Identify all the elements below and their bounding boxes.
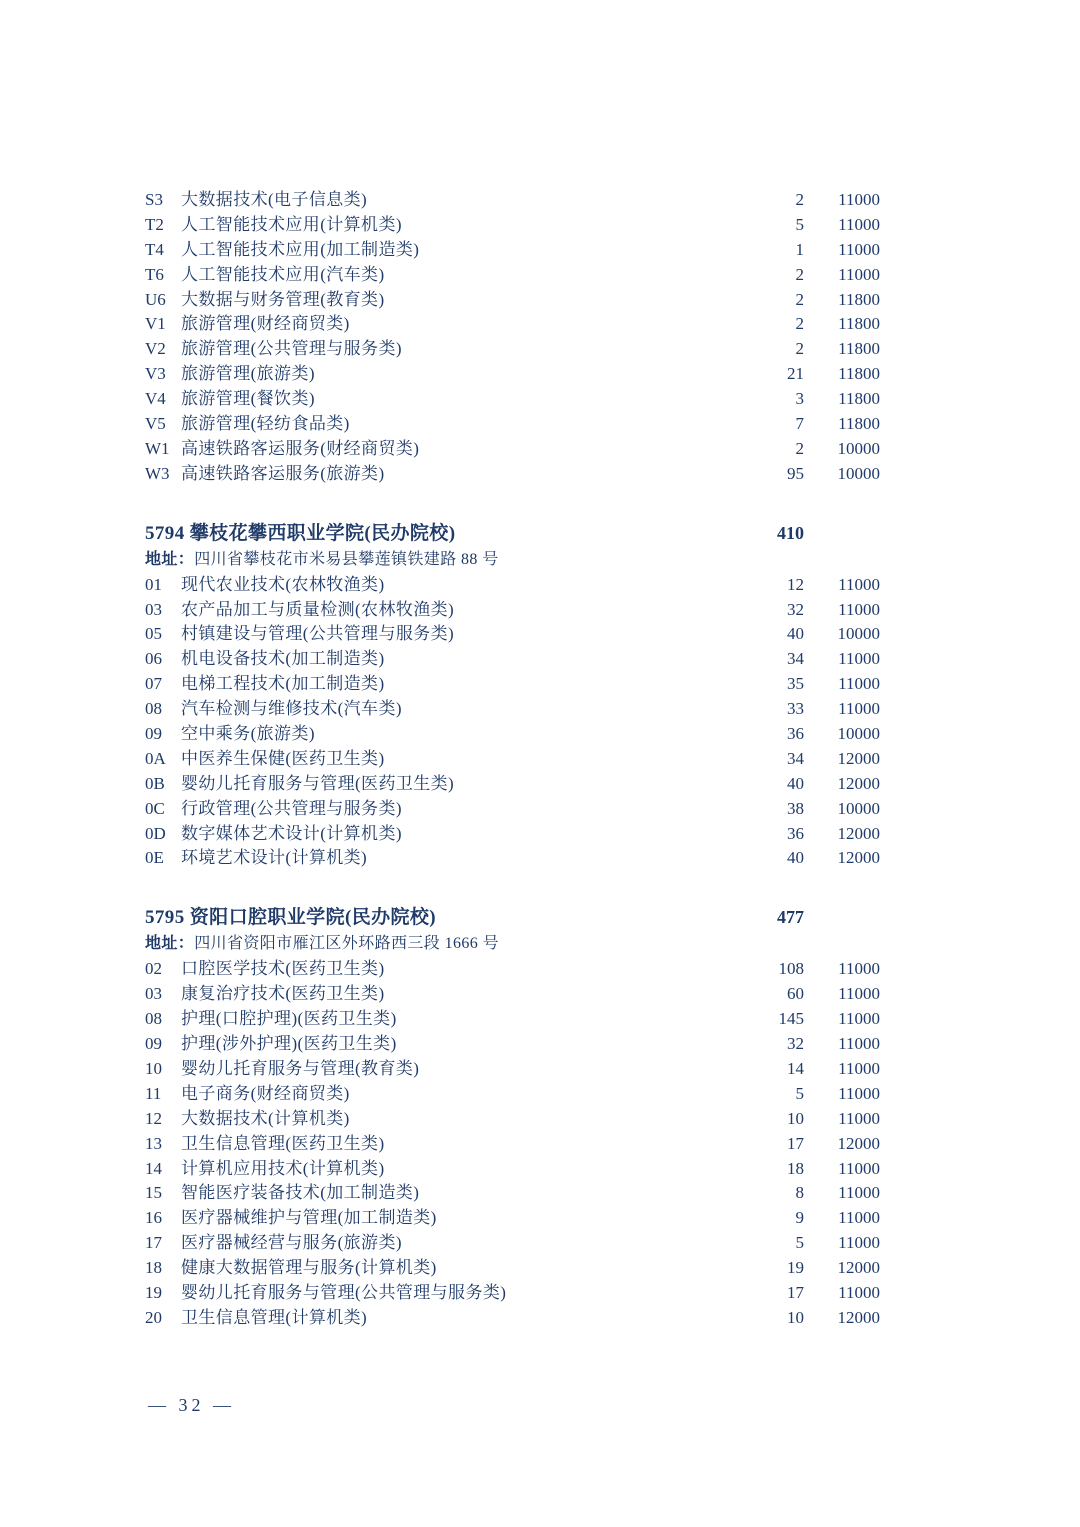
school-code: 5795 bbox=[145, 907, 185, 929]
plan-count: 8 bbox=[795, 1183, 804, 1203]
major-code: 08 bbox=[145, 699, 162, 719]
major-row bbox=[145, 1256, 880, 1281]
plan-count: 19 bbox=[787, 1258, 804, 1278]
major-row bbox=[145, 188, 880, 213]
major-row bbox=[145, 288, 880, 313]
major-name: 旅游管理(旅游类) bbox=[181, 364, 315, 384]
tuition-fee: 12000 bbox=[837, 748, 880, 768]
plan-count: 2 bbox=[795, 190, 804, 209]
major-row bbox=[145, 982, 880, 1007]
major-name: 口腔医学技术(医药卫生类) bbox=[181, 959, 385, 979]
address-text: 四川省攀枝花市米易县攀莲镇铁建路 88 号 bbox=[194, 550, 499, 568]
major-code: 0C bbox=[145, 798, 165, 818]
major-row bbox=[145, 362, 880, 387]
major-code: V2 bbox=[145, 339, 166, 359]
major-row bbox=[145, 772, 880, 797]
major-code: U6 bbox=[145, 289, 166, 309]
tuition-fee: 10000 bbox=[837, 438, 880, 458]
plan-count: 17 bbox=[787, 1282, 804, 1302]
major-code: V1 bbox=[145, 314, 166, 334]
major-name: 旅游管理(轻纺食品类) bbox=[181, 414, 350, 434]
tuition-fee: 10000 bbox=[837, 463, 880, 483]
major-code: 11 bbox=[145, 1083, 162, 1103]
major-name: 村镇建设与管理(公共管理与服务类) bbox=[181, 624, 455, 644]
school-plan-total: 477 bbox=[777, 907, 804, 928]
major-name: 中医养生保健(医药卫生类) bbox=[181, 748, 385, 768]
address-label: 地址： bbox=[145, 550, 195, 568]
major-code: 0A bbox=[145, 748, 166, 768]
plan-count: 36 bbox=[787, 823, 804, 843]
major-name: 汽车检测与维修技术(汽车类) bbox=[181, 699, 402, 719]
plan-count: 35 bbox=[787, 674, 804, 694]
major-name: 大数据技术(计算机类) bbox=[181, 1108, 350, 1128]
tuition-fee: 11000 bbox=[838, 1108, 880, 1128]
address-text: 四川省资阳市雁江区外环路西三段 1666 号 bbox=[194, 935, 500, 953]
tuition-fee: 11000 bbox=[838, 1034, 880, 1054]
tuition-fee: 11000 bbox=[838, 239, 880, 259]
major-name: 卫生信息管理(计算机类) bbox=[181, 1307, 368, 1327]
major-code: 17 bbox=[145, 1233, 162, 1253]
major-row bbox=[145, 462, 880, 487]
major-name: 婴幼儿托育服务与管理(公共管理与服务类) bbox=[181, 1282, 507, 1302]
tuition-fee: 11000 bbox=[838, 214, 880, 234]
plan-count: 108 bbox=[778, 959, 804, 979]
major-code: 15 bbox=[145, 1183, 162, 1203]
major-row bbox=[145, 1057, 880, 1082]
major-code: 08 bbox=[145, 1009, 162, 1029]
plan-count: 38 bbox=[787, 798, 804, 818]
tuition-fee: 12000 bbox=[837, 773, 880, 793]
major-code: T2 bbox=[145, 214, 164, 234]
plan-count: 2 bbox=[795, 339, 804, 359]
tuition-fee: 11800 bbox=[838, 314, 880, 334]
major-row bbox=[145, 437, 880, 462]
major-code: 12 bbox=[145, 1108, 162, 1128]
plan-count: 34 bbox=[787, 748, 804, 768]
major-row bbox=[145, 1306, 880, 1331]
major-code: V3 bbox=[145, 364, 166, 384]
major-row bbox=[145, 1007, 880, 1032]
tuition-fee: 12000 bbox=[837, 823, 880, 843]
major-code: 06 bbox=[145, 649, 162, 669]
major-name: 婴幼儿托育服务与管理(教育类) bbox=[181, 1058, 420, 1078]
plan-count: 33 bbox=[787, 699, 804, 719]
major-code: 09 bbox=[145, 724, 162, 744]
tuition-fee: 12000 bbox=[837, 1133, 880, 1153]
major-name: 现代农业技术(农林牧渔类) bbox=[181, 574, 385, 594]
major-row bbox=[145, 1107, 880, 1132]
major-row bbox=[145, 846, 880, 871]
major-row bbox=[145, 263, 880, 288]
major-row bbox=[145, 337, 880, 362]
major-row bbox=[145, 312, 880, 337]
major-name: 旅游管理(财经商贸类) bbox=[181, 314, 350, 334]
tuition-fee: 11000 bbox=[838, 574, 880, 594]
major-name: 护理(涉外护理)(医药卫生类) bbox=[181, 1034, 397, 1054]
major-row bbox=[145, 822, 880, 847]
plan-count: 2 bbox=[795, 438, 804, 458]
major-code: 0E bbox=[145, 848, 164, 868]
plan-count: 5 bbox=[795, 1233, 804, 1253]
major-row bbox=[145, 1281, 880, 1306]
major-name: 数字媒体艺术设计(计算机类) bbox=[181, 823, 402, 843]
plan-count: 60 bbox=[787, 984, 804, 1004]
major-code: 14 bbox=[145, 1158, 162, 1178]
tuition-fee: 11000 bbox=[838, 959, 880, 979]
major-name: 环境艺术设计(计算机类) bbox=[181, 848, 368, 868]
tuition-fee: 11000 bbox=[838, 1282, 880, 1302]
tuition-fee: 11800 bbox=[838, 389, 880, 409]
major-row bbox=[145, 387, 880, 412]
major-code: 07 bbox=[145, 674, 162, 694]
tuition-fee: 11000 bbox=[838, 190, 880, 209]
school-name: 资阳口腔职业学院(民办院校) bbox=[189, 907, 437, 929]
major-row bbox=[145, 672, 880, 697]
major-row bbox=[145, 1032, 880, 1057]
major-code: V4 bbox=[145, 389, 166, 409]
major-row bbox=[145, 722, 880, 747]
major-code: 03 bbox=[145, 984, 162, 1004]
major-code: W1 bbox=[145, 438, 170, 458]
major-code: 09 bbox=[145, 1034, 162, 1054]
tuition-fee: 11000 bbox=[838, 1058, 880, 1078]
school-block bbox=[145, 188, 880, 487]
tuition-fee: 10000 bbox=[837, 798, 880, 818]
major-row bbox=[145, 238, 880, 263]
major-name: 高速铁路客运服务(旅游类) bbox=[181, 463, 385, 483]
tuition-fee: 11000 bbox=[838, 1208, 880, 1228]
tuition-fee: 10000 bbox=[837, 624, 880, 644]
major-code: 18 bbox=[145, 1258, 162, 1278]
tuition-fee: 12000 bbox=[837, 848, 880, 868]
plan-count: 10 bbox=[787, 1108, 804, 1128]
plan-count: 14 bbox=[787, 1058, 804, 1078]
school-name: 攀枝花攀西职业学院(民办院校) bbox=[189, 522, 456, 544]
major-name: 电梯工程技术(加工制造类) bbox=[181, 674, 385, 694]
major-code: 05 bbox=[145, 624, 162, 644]
school-header bbox=[145, 903, 880, 931]
plan-count: 7 bbox=[795, 414, 804, 434]
tuition-fee: 11000 bbox=[838, 649, 880, 669]
major-name: 人工智能技术应用(计算机类) bbox=[181, 214, 402, 234]
plan-count: 145 bbox=[778, 1009, 804, 1029]
major-name: 健康大数据管理与服务(计算机类) bbox=[181, 1258, 437, 1278]
major-code: 0B bbox=[145, 773, 165, 793]
major-row bbox=[145, 697, 880, 722]
major-name: 护理(口腔护理)(医药卫生类) bbox=[181, 1009, 397, 1029]
plan-count: 17 bbox=[787, 1133, 804, 1153]
tuition-fee: 11000 bbox=[838, 1009, 880, 1029]
plan-count: 2 bbox=[795, 264, 804, 284]
plan-count: 32 bbox=[787, 1034, 804, 1054]
tuition-fee: 11000 bbox=[838, 1233, 880, 1253]
major-row bbox=[145, 1206, 880, 1231]
major-code: 20 bbox=[145, 1307, 162, 1327]
major-name: 旅游管理(公共管理与服务类) bbox=[181, 339, 402, 359]
major-row bbox=[145, 1082, 880, 1107]
plan-count: 12 bbox=[787, 574, 804, 594]
tuition-fee: 10000 bbox=[837, 724, 880, 744]
major-name: 人工智能技术应用(汽车类) bbox=[181, 264, 385, 284]
major-code: W3 bbox=[145, 463, 170, 483]
plan-count: 40 bbox=[787, 848, 804, 868]
tuition-fee: 11800 bbox=[838, 414, 880, 434]
plan-count: 18 bbox=[787, 1158, 804, 1178]
major-name: 空中乘务(旅游类) bbox=[181, 724, 315, 744]
major-name: 机电设备技术(加工制造类) bbox=[181, 649, 385, 669]
major-row bbox=[145, 797, 880, 822]
tuition-fee: 11000 bbox=[838, 674, 880, 694]
major-code: T4 bbox=[145, 239, 164, 259]
plan-count: 40 bbox=[787, 773, 804, 793]
major-row bbox=[145, 1181, 880, 1206]
plan-count: 9 bbox=[795, 1208, 804, 1228]
plan-count: 10 bbox=[787, 1307, 804, 1327]
tuition-fee: 11000 bbox=[838, 1158, 880, 1178]
major-code: 10 bbox=[145, 1058, 162, 1078]
major-name: 行政管理(公共管理与服务类) bbox=[181, 798, 402, 818]
plan-count: 3 bbox=[795, 389, 804, 409]
major-row bbox=[145, 1157, 880, 1182]
major-name: 医疗器械维护与管理(加工制造类) bbox=[181, 1208, 437, 1228]
major-row bbox=[145, 598, 880, 623]
tuition-fee: 12000 bbox=[837, 1258, 880, 1278]
tuition-fee: 11000 bbox=[838, 984, 880, 1004]
plan-count: 21 bbox=[787, 364, 804, 384]
school-plan-total: 410 bbox=[777, 522, 804, 543]
major-name: 卫生信息管理(医药卫生类) bbox=[181, 1133, 385, 1153]
enrollment-plan-table bbox=[145, 188, 880, 1331]
major-code: S3 bbox=[145, 190, 163, 209]
major-row bbox=[145, 573, 880, 598]
major-name: 大数据技术(电子信息类) bbox=[181, 190, 368, 209]
major-name: 旅游管理(餐饮类) bbox=[181, 389, 315, 409]
plan-count: 1 bbox=[795, 239, 804, 259]
major-row bbox=[145, 1132, 880, 1157]
major-name: 农产品加工与质量检测(农林牧渔类) bbox=[181, 599, 455, 619]
major-row bbox=[145, 647, 880, 672]
major-name: 人工智能技术应用(加工制造类) bbox=[181, 239, 420, 259]
major-code: 02 bbox=[145, 959, 162, 979]
plan-count: 5 bbox=[795, 1083, 804, 1103]
plan-count: 40 bbox=[787, 624, 804, 644]
major-code: T6 bbox=[145, 264, 164, 284]
major-name: 医疗器械经营与服务(旅游类) bbox=[181, 1233, 402, 1253]
major-code: 16 bbox=[145, 1208, 162, 1228]
tuition-fee: 11000 bbox=[838, 1183, 880, 1203]
tuition-fee: 11800 bbox=[838, 289, 880, 309]
tuition-fee: 11000 bbox=[838, 699, 880, 719]
major-name: 计算机应用技术(计算机类) bbox=[181, 1158, 385, 1178]
major-name: 高速铁路客运服务(财经商贸类) bbox=[181, 438, 420, 458]
plan-count: 32 bbox=[787, 599, 804, 619]
tuition-fee: 11800 bbox=[838, 364, 880, 384]
major-code: V5 bbox=[145, 414, 166, 434]
tuition-fee: 11000 bbox=[838, 599, 880, 619]
major-code: 19 bbox=[145, 1282, 162, 1302]
address-label: 地址： bbox=[145, 935, 195, 953]
school-code: 5794 bbox=[145, 522, 185, 544]
page-number: — 32 — bbox=[148, 1395, 235, 1415]
major-code: 01 bbox=[145, 574, 162, 594]
school-title bbox=[145, 904, 724, 932]
school-block bbox=[145, 519, 880, 872]
plan-count: 36 bbox=[787, 724, 804, 744]
plan-count: 2 bbox=[795, 314, 804, 334]
major-row bbox=[145, 957, 880, 982]
plan-count: 5 bbox=[795, 214, 804, 234]
major-code: 03 bbox=[145, 599, 162, 619]
school-address bbox=[145, 931, 880, 957]
school-address bbox=[145, 547, 880, 573]
major-row bbox=[145, 622, 880, 647]
plan-count: 34 bbox=[787, 649, 804, 669]
major-row bbox=[145, 213, 880, 238]
major-name: 电子商务(财经商贸类) bbox=[181, 1083, 350, 1103]
tuition-fee: 11000 bbox=[838, 264, 880, 284]
tuition-fee: 12000 bbox=[837, 1307, 880, 1327]
major-row bbox=[145, 747, 880, 772]
school-title bbox=[145, 520, 724, 548]
tuition-fee: 11800 bbox=[838, 339, 880, 359]
plan-count: 95 bbox=[787, 463, 804, 483]
major-row bbox=[145, 1231, 880, 1256]
major-code: 13 bbox=[145, 1133, 162, 1153]
plan-count: 2 bbox=[795, 289, 804, 309]
major-code: 0D bbox=[145, 823, 166, 843]
major-name: 智能医疗装备技术(加工制造类) bbox=[181, 1183, 420, 1203]
major-name: 大数据与财务管理(教育类) bbox=[181, 289, 385, 309]
tuition-fee: 11000 bbox=[838, 1083, 880, 1103]
major-name: 婴幼儿托育服务与管理(医药卫生类) bbox=[181, 773, 455, 793]
major-name: 康复治疗技术(医药卫生类) bbox=[181, 984, 385, 1004]
school-header bbox=[145, 519, 880, 547]
major-row bbox=[145, 412, 880, 437]
school-block bbox=[145, 903, 880, 1330]
